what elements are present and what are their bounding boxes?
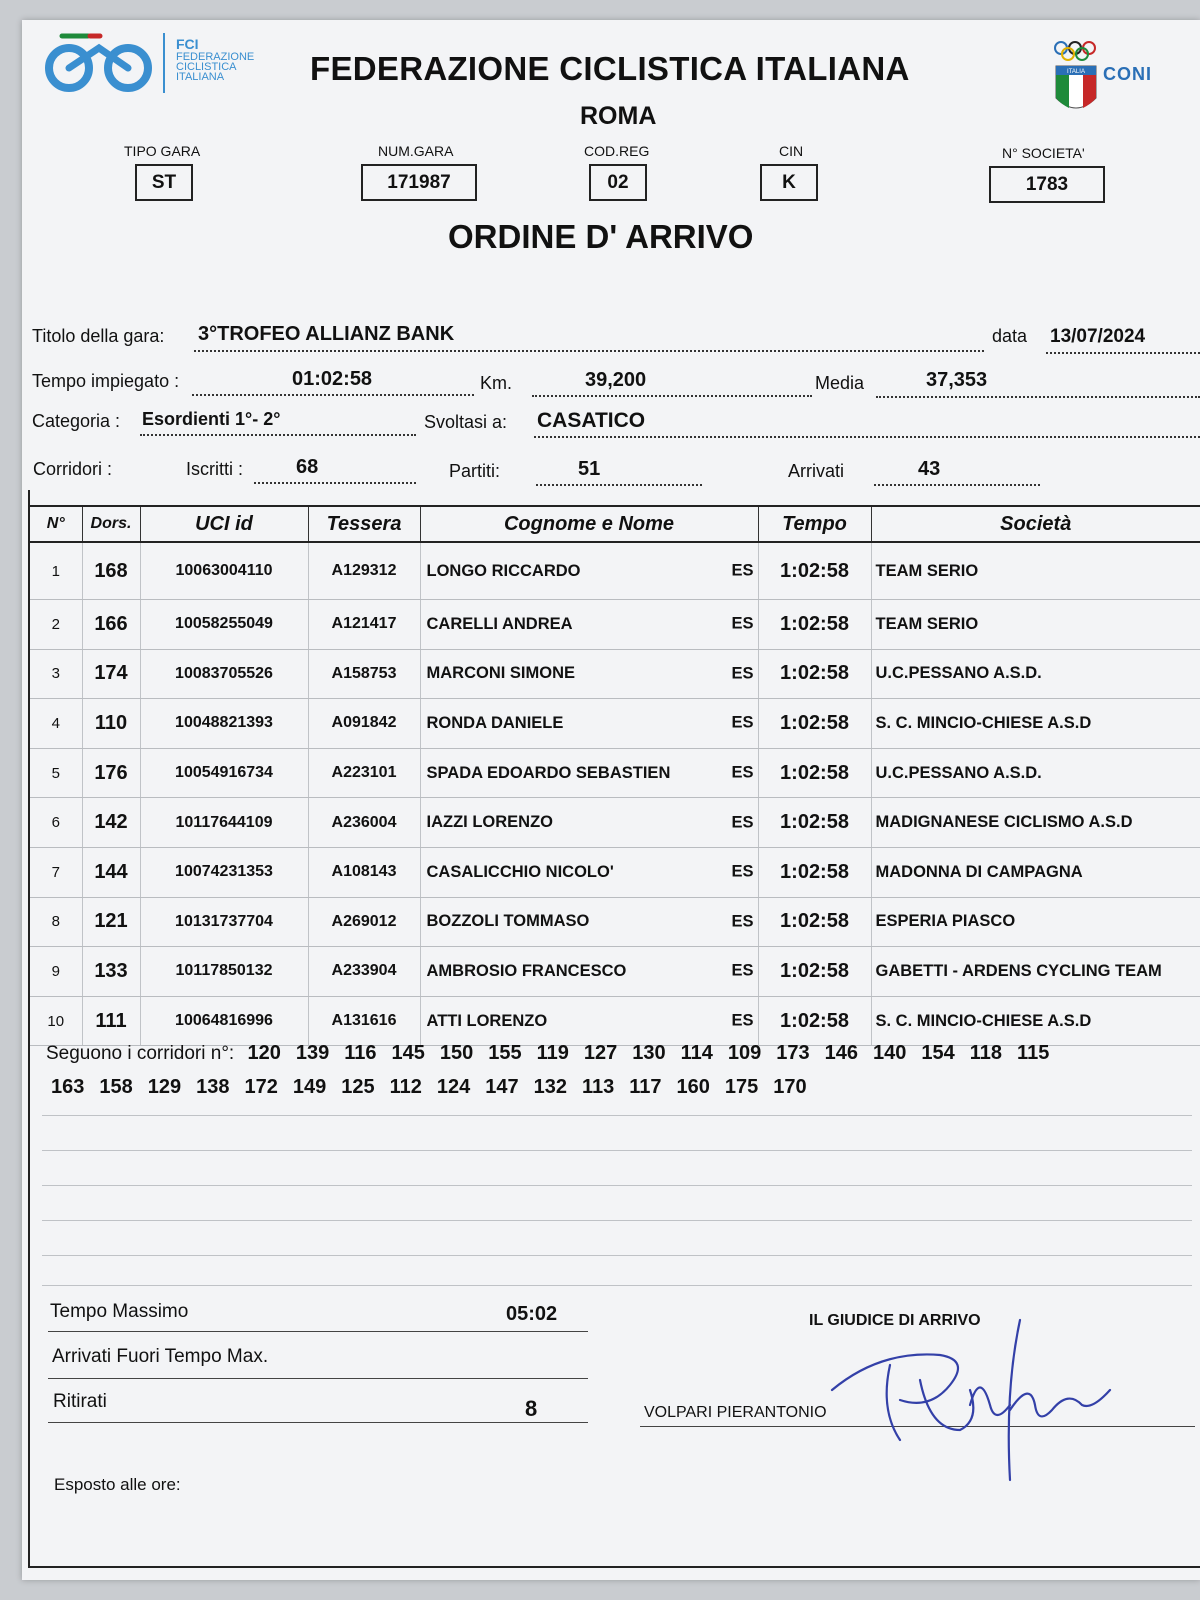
following-rider-number: 140 [873, 1042, 907, 1064]
societa-cell: TEAM SERIO [871, 542, 1200, 600]
signature-icon [820, 1310, 1120, 1500]
tempo-cell: 1:02:58 [758, 649, 871, 699]
category-code: ES [731, 1011, 754, 1030]
federation-title: FEDERAZIONE CICLISTICA ITALIANA [310, 50, 910, 87]
tempo-massimo-line [48, 1331, 588, 1332]
following-rider-number: 118 [969, 1042, 1003, 1064]
dorsale-cell: 176 [82, 748, 140, 798]
rider-name: SPADA EDOARDO SEBASTIEN [426, 763, 671, 782]
tessera-cell: A236004 [308, 798, 420, 848]
tessera-cell: A091842 [308, 699, 420, 749]
uci-id-cell: 10054916734 [140, 748, 308, 798]
following-rider-number: 170 [773, 1076, 807, 1098]
following-rider-number: 160 [676, 1076, 710, 1098]
blank-line [42, 1285, 1192, 1286]
following-rider-number: 114 [680, 1042, 713, 1064]
following-rider-number: 125 [341, 1076, 375, 1098]
following-rider-number: 116 [344, 1042, 377, 1064]
category-code: ES [731, 561, 754, 580]
coni-logo-icon [1053, 40, 1103, 120]
societa-code-box: 1783 [989, 166, 1105, 203]
dorsale-cell: 144 [82, 847, 140, 897]
arrivati-value: 43 [918, 458, 941, 480]
blank-line [42, 1220, 1192, 1221]
rider-name-cell [420, 600, 758, 650]
fci-logo-text: FCI FEDERAZIONE CICLISTICA ITALIANA [176, 36, 255, 83]
dorsale-cell: 110 [82, 699, 140, 749]
partiti-label: Partiti: [449, 461, 501, 481]
svoltasi-label: Svoltasi a: [424, 412, 508, 432]
societa-code-label: N° SOCIETA' [1002, 145, 1085, 161]
cod-reg-label: COD.REG [584, 143, 650, 159]
societa-cell: U.C.PESSANO A.S.D. [871, 748, 1200, 798]
uci-id-cell: 10074231353 [140, 847, 308, 897]
uci-id-cell: 10063004110 [140, 542, 308, 600]
following-rider-number: 117 [629, 1076, 662, 1098]
rider-name-cell [420, 542, 758, 600]
uci-id-cell: 10117850132 [140, 947, 308, 997]
tempo-cell: 1:02:58 [758, 748, 871, 798]
following-rider-number: 172 [244, 1076, 278, 1098]
dorsale-cell: 166 [82, 600, 140, 650]
table-row [30, 847, 1200, 897]
seguono-label: Seguono i corridori n°: [46, 1043, 235, 1064]
table-row [30, 798, 1200, 848]
media-dotted-line [876, 396, 1200, 398]
km-value: 39,200 [585, 369, 647, 391]
following-rider-number: 154 [921, 1042, 955, 1064]
following-rider-number: 129 [147, 1076, 182, 1098]
rider-name: CARELLI ANDREA [426, 614, 573, 633]
following-rider-number: 145 [391, 1042, 425, 1064]
tempo-cell: 1:02:58 [758, 897, 871, 947]
following-rider-number: 139 [295, 1042, 330, 1064]
rider-name: LONGO RICCARDO [426, 561, 581, 580]
fuori-tempo-line [48, 1378, 588, 1379]
svoltasi-value: CASATICO [537, 409, 646, 432]
rider-name-cell [420, 996, 758, 1046]
rider-name: CASALICCHIO NICOLO' [426, 862, 614, 881]
tempo-cell: 1:02:58 [758, 847, 871, 897]
position-cell: 4 [30, 699, 82, 749]
logo-divider [163, 33, 165, 93]
table-row [30, 748, 1200, 798]
following-rider-number: 130 [632, 1042, 666, 1064]
media-label: Media [815, 373, 865, 393]
results-header-row [30, 506, 1200, 542]
partiti-value: 51 [578, 458, 601, 480]
table-row [30, 542, 1200, 600]
following-rider-number: 138 [196, 1076, 230, 1098]
titolo-value: 3°TROFEO ALLIANZ BANK [198, 323, 455, 345]
iscritti-dotted-line [254, 482, 416, 484]
data-label: data [992, 326, 1028, 346]
position-cell: 3 [30, 649, 82, 699]
header-cognome-nome: Cognome e Nome [420, 506, 758, 542]
rider-name: BOZZOLI TOMMASO [426, 912, 590, 931]
tempo-cell: 1:02:58 [758, 542, 871, 600]
following-rider-number: 158 [99, 1076, 133, 1098]
categoria-value: Esordienti 1°- 2° [142, 409, 281, 429]
km-dotted-line [532, 395, 812, 397]
data-value: 13/07/2024 [1050, 326, 1146, 347]
coni-text: CONI [1103, 64, 1152, 84]
tempo-label: Tempo impiegato : [32, 371, 180, 391]
tessera-cell: A108143 [308, 847, 420, 897]
media-value: 37,353 [926, 369, 988, 391]
dorsale-cell: 174 [82, 649, 140, 699]
dorsale-cell: 168 [82, 542, 140, 600]
header-dorsale: Dors. [82, 506, 140, 542]
uci-id-cell: 10131737704 [140, 897, 308, 947]
following-rider-number: 155 [488, 1042, 522, 1064]
tessera-cell: A233904 [308, 947, 420, 997]
following-rider-number: 149 [292, 1076, 327, 1098]
category-code: ES [731, 912, 754, 931]
cin-box: K [760, 164, 818, 201]
titolo-dotted-line [194, 350, 984, 352]
uci-id-cell: 10083705526 [140, 649, 308, 699]
following-rider-number: 124 [436, 1076, 471, 1098]
iscritti-value: 68 [296, 456, 319, 478]
num-gara-box: 171987 [361, 164, 477, 201]
categoria-label: Categoria : [32, 411, 121, 431]
tipo-gara-box: ST [135, 164, 193, 201]
position-cell: 6 [30, 798, 82, 848]
tempo-cell: 1:02:58 [758, 996, 871, 1046]
tempo-massimo-label: Tempo Massimo [50, 1301, 189, 1322]
tempo-dotted-line [192, 394, 474, 396]
federation-city: ROMA [580, 102, 657, 130]
following-rider-number: 146 [824, 1042, 859, 1064]
tessera-cell: A131616 [308, 996, 420, 1046]
tempo-cell: 1:02:58 [758, 600, 871, 650]
societa-cell: S. C. MINCIO-CHIESE A.S.D [871, 996, 1200, 1046]
rider-name-cell [420, 699, 758, 749]
uci-id-cell: 10048821393 [140, 699, 308, 749]
tessera-cell: A129312 [308, 542, 420, 600]
categoria-dotted-line [140, 434, 416, 436]
tempo-cell: 1:02:58 [758, 798, 871, 848]
following-rider-number: 115 [1017, 1042, 1050, 1064]
societa-cell: MADONNA DI CAMPAGNA [871, 847, 1200, 897]
tessera-cell: A158753 [308, 649, 420, 699]
tipo-gara-label: TIPO GARA [124, 143, 201, 159]
table-row [30, 649, 1200, 699]
svoltasi-dotted-line [534, 436, 1200, 438]
tessera-cell: A223101 [308, 748, 420, 798]
rider-name: AMBROSIO FRANCESCO [426, 961, 627, 980]
following-rider-number: 120 [247, 1042, 281, 1064]
following-rider-number: 175 [724, 1076, 759, 1098]
fuori-tempo-label: Arrivati Fuori Tempo Max. [52, 1346, 269, 1367]
rider-name-cell [420, 798, 758, 848]
rider-name: RONDA DANIELE [426, 713, 564, 732]
tempo-cell: 1:02:58 [758, 947, 871, 997]
cod-reg-box: 02 [589, 164, 647, 201]
position-cell: 2 [30, 600, 82, 650]
tempo-value: 01:02:58 [292, 368, 373, 390]
results-table [30, 505, 1200, 1046]
table-row [30, 699, 1200, 749]
arrivati-dotted-line [874, 484, 1040, 486]
num-gara-label: NUM.GARA [378, 143, 454, 159]
dorsale-cell: 133 [82, 947, 140, 997]
category-code: ES [731, 713, 754, 732]
table-row [30, 947, 1200, 997]
following-rider-number: 132 [533, 1076, 568, 1098]
societa-cell: S. C. MINCIO-CHIESE A.S.D [871, 699, 1200, 749]
cin-label: CIN [779, 143, 804, 159]
following-rider-number: 119 [536, 1042, 569, 1064]
societa-cell: U.C.PESSANO A.S.D. [871, 649, 1200, 699]
seguono-numbers-2 [51, 1076, 822, 1099]
societa-cell: MADIGNANESE CICLISMO A.S.D [871, 798, 1200, 848]
position-cell: 10 [30, 996, 82, 1046]
uci-id-cell: 10064816996 [140, 996, 308, 1046]
arrivati-label: Arrivati [788, 461, 845, 481]
rider-name: MARCONI SIMONE [426, 664, 575, 683]
position-cell: 9 [30, 947, 82, 997]
following-rider-number: 173 [776, 1042, 810, 1064]
ritirati-label: Ritirati [53, 1391, 107, 1412]
header-tempo: Tempo [758, 506, 871, 542]
tessera-cell: A121417 [308, 600, 420, 650]
seguono-line-1 [46, 1042, 1064, 1065]
rider-name-cell [420, 847, 758, 897]
svg-text:ITALIA: ITALIA [1067, 69, 1085, 75]
iscritti-label: Iscritti : [186, 459, 243, 479]
position-cell: 8 [30, 897, 82, 947]
rider-name-cell [420, 748, 758, 798]
blank-line [42, 1185, 1192, 1186]
category-code: ES [731, 862, 754, 881]
category-code: ES [731, 961, 754, 980]
rider-name-cell [420, 897, 758, 947]
header-uci-id: UCI id [140, 506, 308, 542]
following-rider-number: 112 [389, 1076, 422, 1098]
titolo-label: Titolo della gara: [32, 326, 165, 346]
position-cell: 5 [30, 748, 82, 798]
seguono-numbers-1 [247, 1042, 1064, 1064]
table-row [30, 996, 1200, 1046]
following-rider-number: 113 [582, 1076, 615, 1098]
following-rider-number: 147 [485, 1076, 519, 1098]
societa-cell: GABETTI - ARDENS CYCLING TEAM [871, 947, 1200, 997]
giudice-name: VOLPARI PIERANTONIO [644, 1404, 827, 1421]
document-title: ORDINE D' ARRIVO [448, 218, 754, 255]
header-societa: Società [871, 506, 1200, 542]
header-tessera: Tessera [308, 506, 420, 542]
tessera-cell: A269012 [308, 897, 420, 947]
position-cell: 1 [30, 542, 82, 600]
category-code: ES [731, 813, 754, 832]
ritirati-line [48, 1422, 588, 1423]
rider-name: IAZZI LORENZO [426, 813, 553, 832]
fci-cyclist-logo-icon [42, 30, 157, 96]
position-cell: 7 [30, 847, 82, 897]
table-row [30, 897, 1200, 947]
rider-name-cell [420, 947, 758, 997]
category-code: ES [731, 664, 754, 683]
category-code: ES [731, 763, 754, 782]
uci-id-cell: 10117644109 [140, 798, 308, 848]
giudice-label: IL GIUDICE DI ARRIVO [809, 1312, 981, 1329]
dorsale-cell: 142 [82, 798, 140, 848]
blank-line [42, 1115, 1192, 1116]
partiti-dotted-line [536, 484, 702, 486]
societa-cell: ESPERIA PIASCO [871, 897, 1200, 947]
category-code: ES [731, 614, 754, 633]
following-rider-number: 127 [583, 1042, 618, 1064]
blank-line [42, 1255, 1192, 1256]
tempo-massimo-value: 05:02 [506, 1303, 558, 1325]
esposto-label: Esposto alle ore: [54, 1475, 181, 1494]
rider-name: ATTI LORENZO [426, 1011, 548, 1030]
following-rider-number: 150 [439, 1042, 474, 1064]
societa-cell: TEAM SERIO [871, 600, 1200, 650]
uci-id-cell: 10058255049 [140, 600, 308, 650]
corridori-label: Corridori : [33, 459, 113, 479]
tempo-cell: 1:02:58 [758, 699, 871, 749]
rider-name-cell [420, 649, 758, 699]
following-rider-number: 109 [727, 1042, 762, 1064]
km-label: Km. [480, 373, 513, 393]
ritirati-value: 8 [525, 1396, 538, 1421]
following-rider-number: 163 [51, 1076, 85, 1098]
dorsale-cell: 121 [82, 897, 140, 947]
data-dotted-line [1046, 352, 1200, 354]
header-position: N° [30, 506, 82, 542]
dorsale-cell: 111 [82, 996, 140, 1046]
blank-line [42, 1150, 1192, 1151]
table-row [30, 600, 1200, 650]
